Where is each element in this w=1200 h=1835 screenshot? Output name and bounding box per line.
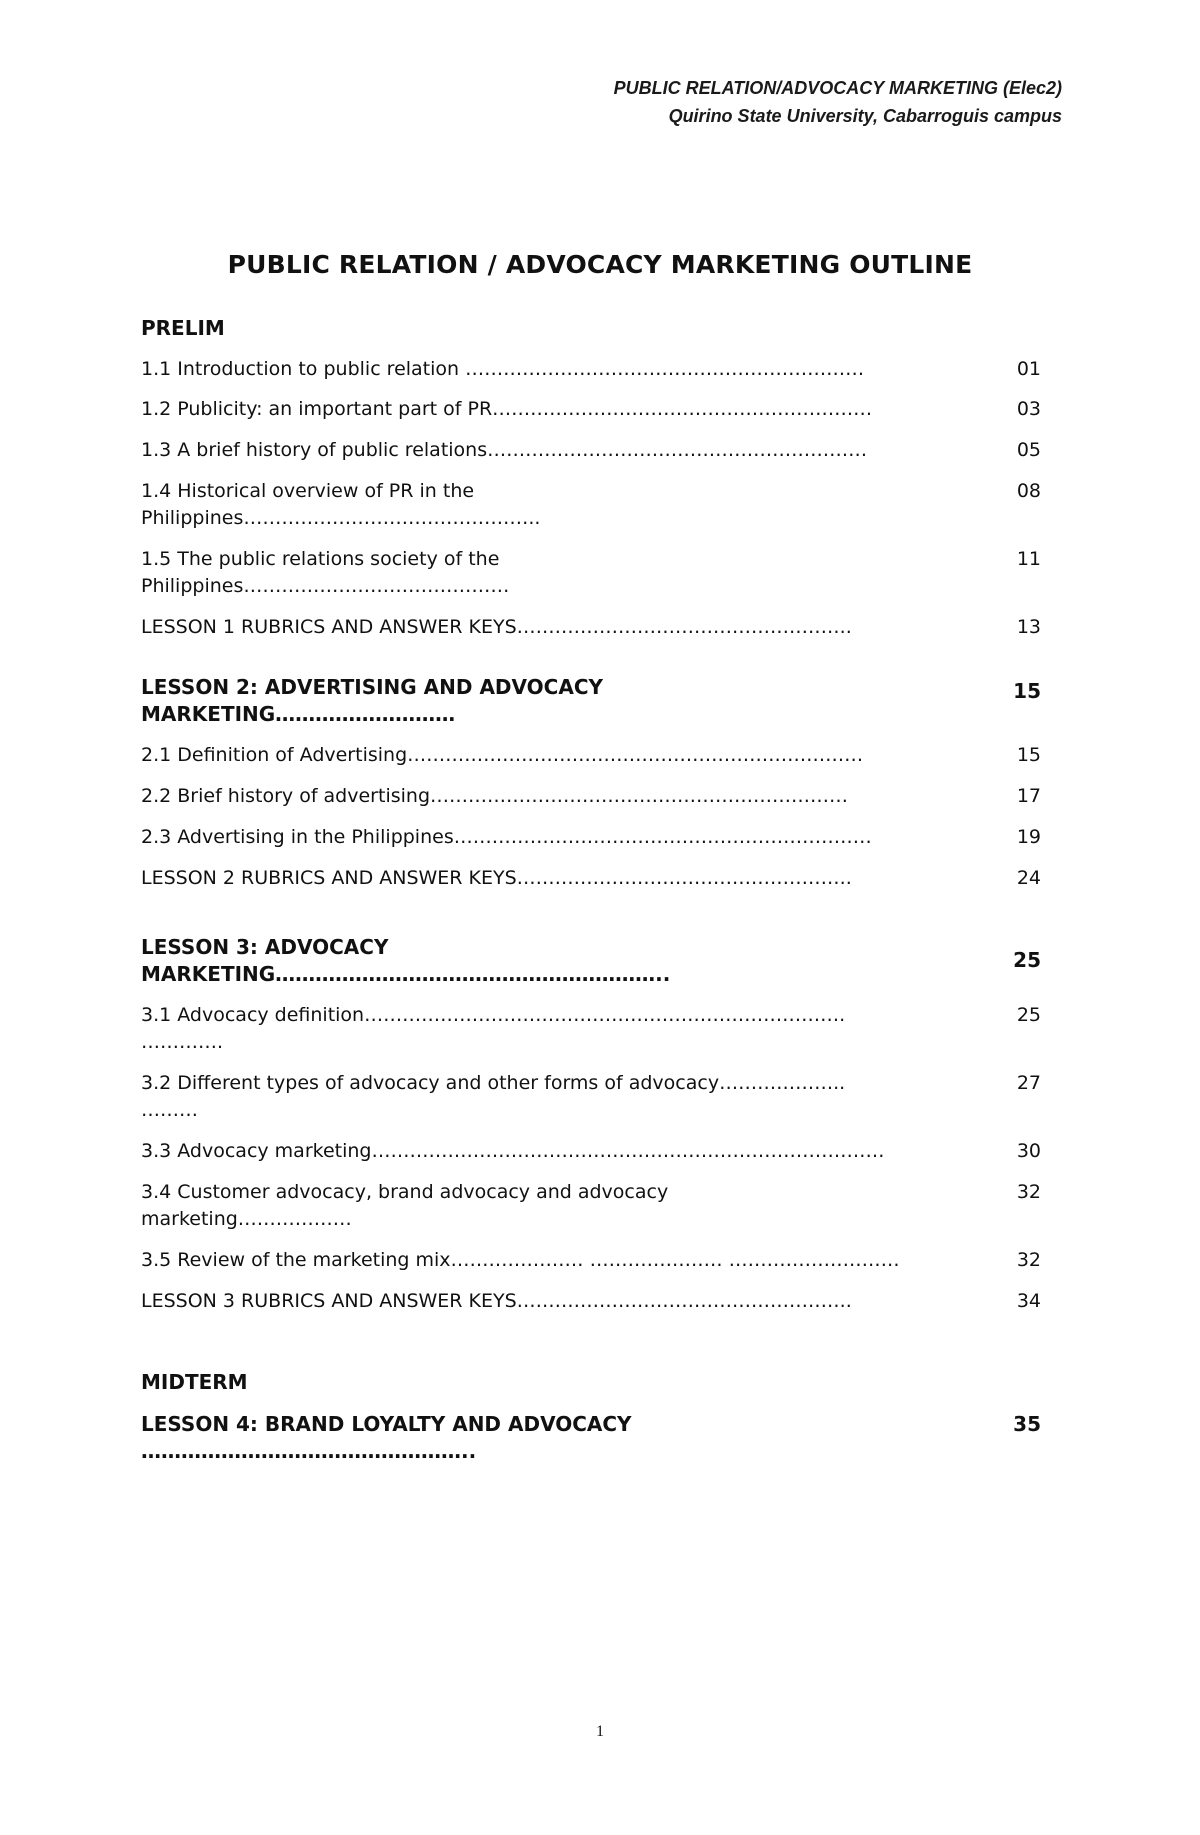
toc-entry-text: LESSON 2 RUBRICS AND ANSWER KEYS…………………………………………….. (141, 867, 852, 889)
running-header (614, 74, 1062, 130)
toc-entry-text: 1.1 Introduction to public relation ……………………………………………………… (141, 358, 865, 380)
toc-entry-text: LESSON 2: ADVERTISING AND ADVOCACY MARKETING……………………… (141, 675, 603, 726)
toc-entry-text: LESSON 3: ADVOCACY MARKETING………………………………………………….. (141, 935, 671, 986)
toc-entry-text: LESSON 3 RUBRICS AND ANSWER KEYS…………………………………………….. (141, 1290, 852, 1312)
toc-entry-page: 11 (1016, 548, 1041, 570)
toc-entry-page: 15 (1013, 679, 1041, 703)
header-course-title: PUBLIC RELATION/ADVOCACY MARKETING (Elec2) (613, 78, 1062, 98)
toc-entry-text: 3.2 Different types of advocacy and other forms of advocacy……………….. ……… (141, 1072, 846, 1121)
toc-entry-page: 32 (1016, 1181, 1041, 1203)
toc-entry-page: 24 (1016, 867, 1041, 889)
header-university: Quirino State University, Cabarroguis campus (668, 106, 1062, 126)
toc-entry-text: 3.1 Advocacy definition…………………………………………………………………. …………. (141, 1004, 846, 1053)
toc-entry-page: 03 (1016, 398, 1041, 420)
outline-title: PUBLIC RELATION / ADVOCACY MARKETING OUTLINE (227, 250, 973, 279)
toc-entry-text: 2.3 Advertising in the Philippines………………………………………………………… (141, 826, 872, 848)
toc-entry-page: 25 (1013, 948, 1041, 972)
toc-entry-text: 2.2 Brief history of advertising………………………………………………………… (141, 785, 848, 807)
toc-entry-page: 13 (1016, 616, 1041, 638)
toc-entry-text: 1.2 Publicity: an important part of PR…………………………………………………… (141, 398, 873, 420)
toc-entry-page: 27 (1016, 1072, 1041, 1094)
toc-entry-text: 3.4 Customer advocacy, brand advocacy and advocacy marketing……………… (141, 1181, 669, 1230)
toc-entry-page: 32 (1016, 1249, 1041, 1271)
page-number: 1 (596, 1723, 604, 1740)
section-label-prelim: PRELIM (141, 316, 225, 340)
toc-entry-text: LESSON 1 RUBRICS AND ANSWER KEYS…………………………………………….. (141, 616, 852, 638)
toc-entry-page: 05 (1016, 439, 1041, 461)
toc-entry-text: LESSON 4: BRAND LOYALTY AND ADVOCACY ………………………………………….. (141, 1412, 632, 1463)
toc-entry-text: 3.5 Review of the marketing mix………………… ………………… ……………………… (141, 1249, 900, 1271)
toc-entry-text: 1.4 Historical overview of PR in the Philippines……………………………………….. (141, 480, 541, 529)
toc-entry-page: 25 (1016, 1004, 1041, 1026)
toc-entry-page: 19 (1016, 826, 1041, 848)
toc-entry-page: 35 (1013, 1412, 1041, 1436)
toc-entry-page: 01 (1016, 358, 1041, 380)
toc-entry-text: 1.3 A brief history of public relations…………………………………………………… (141, 439, 868, 461)
toc-entry-text: 2.1 Definition of Advertising……………………………………………………………… (141, 744, 864, 766)
toc-entry-page: 34 (1016, 1290, 1041, 1312)
toc-entry-page: 15 (1016, 744, 1041, 766)
toc-entry-text: 1.5 The public relations society of the Philippines…………………………………… (141, 548, 510, 597)
section-label-midterm: MIDTERM (141, 1370, 248, 1394)
toc-entry-page: 30 (1016, 1140, 1041, 1162)
toc-entry-page: 17 (1016, 785, 1041, 807)
toc-entry-page: 08 (1016, 480, 1041, 502)
toc-entry-text: 3.3 Advocacy marketing……………………………………………………………………… (141, 1140, 885, 1162)
